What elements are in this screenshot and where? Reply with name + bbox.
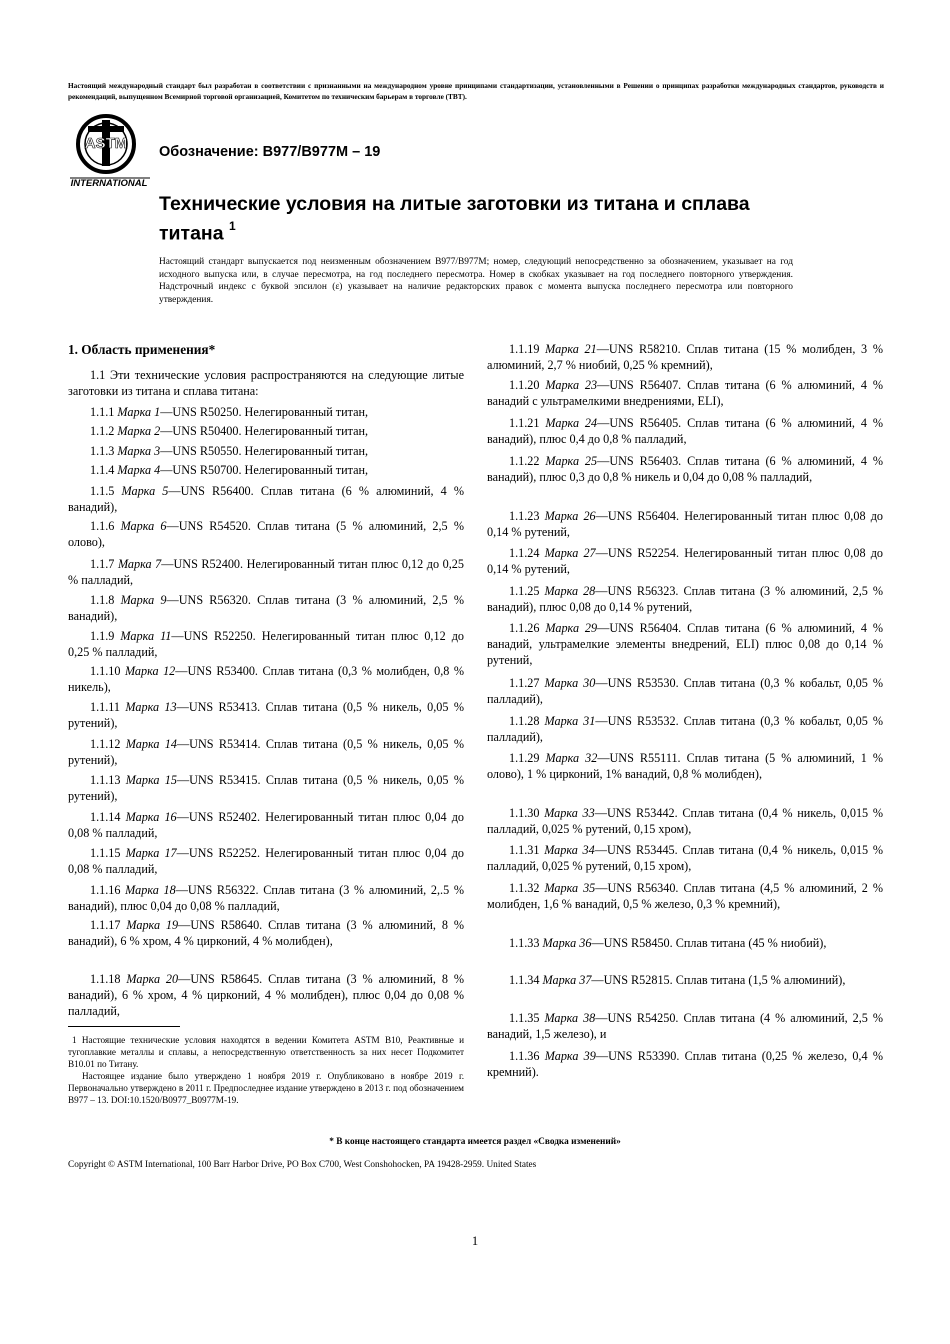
clause-text: —UNS R56404. Сплав титана (6 % алюминий, 4 % ванадий, ультрамелкие элементы внедрений, ELI) плюс 0,08 до 0,14 % рутений, (487, 621, 884, 667)
grade-name: Марка 11 (120, 629, 172, 643)
clause-text: —UNS R56340. Сплав титана (4,5 % алюминий, 2 % молибден, 1,6 % ванадий, 0,5 % железо, 0,3 % кремний), (487, 881, 883, 911)
clause-1-1-6 (68, 518, 464, 550)
grade-name: Марка 33 (544, 806, 595, 820)
clause-text: —UNS R58645. Сплав титана (3 % алюминий, 8 % ванадий), 6 % хром, 4 % цирконий, 4 % молибден), плюс 0,04 до 0,08 % палладий, (68, 972, 465, 1018)
clause-text: —UNS R53442. Сплав титана (0,4 % никель, 0,015 % палладий, 0,025 % рутений, 0,15 хром), (487, 806, 883, 836)
clause-number: 1.1.35 (509, 1011, 540, 1025)
clause-text: —UNS R52254. Нелегированный титан плюс 0,08 до 0,14 % рутений, (487, 546, 883, 576)
clause-1-1-2 (68, 423, 464, 439)
grade-name: Марка 35 (544, 881, 596, 895)
clause-number: 1.1.23 (509, 509, 540, 523)
grade-name: Марка 17 (125, 846, 177, 860)
section-heading: 1. Область применения* (68, 342, 216, 357)
clause-1-1-33 (487, 935, 883, 951)
clause-number: 1.1.29 (509, 751, 540, 765)
grade-name: Марка 9 (120, 593, 167, 607)
clause-1-1-11 (68, 699, 464, 731)
clause-number: 1.1.3 (90, 444, 115, 458)
clause-text: —UNS R56403. Сплав титана (6 % алюминий, 4 % ванадий), плюс 0,3 до 0,8 % никель и 0,04 до 0,08 % палладий, (487, 454, 884, 484)
clause-number: 1.1.8 (90, 593, 115, 607)
clause-number: 1.1.11 (90, 700, 121, 714)
clause-text: —UNS R55111. Сплав титана (5 % алюминий, 1 % олово), 1 % цирконий, 1% ванадий, 0,8 % молибден), (487, 751, 884, 781)
grade-name: Марка 31 (544, 714, 596, 728)
clause-1-1-26 (487, 620, 883, 668)
clause-text: —UNS R58210. Сплав титана (15 % молибден, 3 % алюминий, 2,7 % ниобий, 0,25 % кремний), (487, 342, 884, 372)
clause-number: 1.1.25 (509, 584, 540, 598)
clause-number: 1.1.17 (90, 918, 121, 932)
designation: Обозначение: B977/B977M – 19 (159, 144, 381, 160)
clause-number: 1.1.15 (90, 846, 121, 860)
clause-text: —UNS R53415. Сплав титана (0,5 % никель, 0,05 % рутений), (68, 773, 464, 803)
clause-text: —UNS R50700. Нелегированный титан, (160, 463, 369, 477)
clause-text: —UNS R56320. Сплав титана (3 % алюминий, 2,5 % ванадий), (68, 593, 464, 623)
summary-note: * В конце настоящего стандарта имеется раздел «Сводка изменений» (329, 1137, 621, 1147)
clause-text: —UNS R52250. Нелегированный титан плюс 0,12 до 0,25 % палладий, (68, 629, 464, 659)
clause-1-1-17 (68, 917, 464, 949)
clause-1-1 (68, 367, 464, 399)
clause-text: —UNS R56322. Сплав титана (3 % алюминий, 2,.5 % ванадий), плюс 0,04 до 0,08 % палладий, (68, 883, 465, 913)
clause-number: 1.1.10 (90, 664, 121, 678)
copyright: Copyright © ASTM International, 100 Barr Harbor Drive, PO Box C700, West Conshohocken, PA 19428-2959. United States (68, 1160, 537, 1170)
clause-number: 1.1.4 (90, 463, 115, 477)
clause-text: —UNS R54250. Сплав титана (4 % алюминий, 2,5 % ванадий, 1,5 железо), и (487, 1011, 883, 1041)
clause-number: 1.1.27 (509, 676, 540, 690)
grade-name: Марка 29 (545, 621, 598, 635)
grade-name: Марка 26 (544, 509, 596, 523)
clause-text: —UNS R52815. Сплав титана (1,5 % алюминий), (591, 973, 846, 987)
clause-1-1-36 (487, 1048, 883, 1080)
clause-number: 1.1.14 (90, 810, 121, 824)
clause-number: 1.1.28 (509, 714, 540, 728)
grade-name: Марка 38 (544, 1011, 596, 1025)
clause-text: —UNS R50250. Нелегированный титан, (160, 405, 369, 419)
grade-name: Марка 39 (544, 1049, 596, 1063)
grade-name: Марка 18 (125, 883, 176, 897)
clause-1-1-35 (487, 1010, 883, 1042)
grade-name: Марка 1 (117, 405, 161, 419)
clause-text: —UNS R52400. Нелегированный титан плюс 0,12 до 0,25 % палладий, (68, 557, 464, 587)
clause-number: 1.1.32 (509, 881, 540, 895)
clause-text: —UNS R53445. Сплав титана (0,4 % никель, 0,015 % палладий, 0,025 % рутений, 0,15 хром), (487, 843, 883, 873)
clause-text: —UNS R50550. Нелегированный титан, (160, 444, 369, 458)
clause-1-1-27 (487, 675, 883, 707)
clause-1-1-24 (487, 545, 883, 577)
grade-name: Марка 5 (121, 484, 169, 498)
title-footnote-marker: 1 (228, 219, 236, 233)
clause-text: —UNS R56400. Сплав титана (6 % алюминий, 4 % ванадий), (68, 484, 465, 514)
clause-1-1-21 (487, 415, 883, 447)
clause-text: —UNS R53530. Сплав титана (0,3 % кобальт, 0,05 % палладий), (487, 676, 883, 706)
clause-number: 1.1 (90, 368, 106, 382)
grade-name: Марка 13 (125, 700, 177, 714)
clause-number: 1.1.12 (90, 737, 121, 751)
clause-1-1-3 (68, 443, 464, 459)
grade-name: Марка 36 (542, 936, 592, 950)
clause-number: 1.1.19 (509, 342, 540, 356)
clause-number: 1.1.33 (509, 936, 540, 950)
clause-1-1-28 (487, 713, 883, 745)
clause-number: 1.1.2 (90, 424, 115, 438)
grade-name: Марка 27 (544, 546, 596, 560)
clause-text: —UNS R53414. Сплав титана (0,5 % никель, 0,05 % рутений), (68, 737, 464, 767)
clause-1-1-30 (487, 805, 883, 837)
clause-number: 1.1.31 (509, 843, 540, 857)
document-title (159, 192, 799, 246)
clause-number: 1.1.24 (509, 546, 540, 560)
astm-logo (66, 112, 152, 190)
clause-1-1-13 (68, 772, 464, 804)
grade-name: Марка 4 (117, 463, 161, 477)
clause-text: —UNS R58640. Сплав титана (3 % алюминий, 8 % ванадий), 6 % хром, 4 % цирконий, 4 % молибден), (68, 918, 465, 948)
grade-name: Марка 30 (544, 676, 596, 690)
intro-paragraph: Настоящий стандарт выпускается под неизменным обозначением B977/B977M; номер, следующий непосредственно за обозначением, указывает на год исходного выпуска или, в случае пересмотра, на год последнего пересмотра. Номер в скобках указывает на год последнего повторного утверждения. Надстрочный индекс с буквой эпсилон (ε) указывает на наличие редакторских правок с момента выпуска последнего пересмотра или повторного утверждения. (159, 257, 793, 305)
clause-1-1-10 (68, 663, 464, 695)
clause-text: —UNS R50400. Нелегированный титан, (160, 424, 369, 438)
grade-name: Марка 3 (117, 444, 161, 458)
clause-1-1-23 (487, 508, 883, 540)
clause-number: 1.1.13 (90, 773, 121, 787)
clause-text: —UNS R53532. Сплав титана (0,3 % кобальт, 0,05 % палладий), (487, 714, 883, 744)
clause-1-1-5 (68, 483, 464, 515)
clause-1-1-1 (68, 404, 464, 420)
page-number: 1 (471, 1234, 479, 1248)
header-notice: Настоящий международный стандарт был разработан в соответствии с признанными на международном уровне принципами стандартизации, установленными в Решении о принципах разработки международных стандартов, руководств и рекомендаций, выпущенном Всемирной торговой организацией, Комитетом по техническим барьерам в торговле (ТВТ). (68, 81, 884, 101)
clause-1-1-34 (487, 972, 883, 988)
clause-text: —UNS R56323. Сплав титана (3 % алюминий, 2,5 % ванадий), плюс 0,08 до 0,14 % рутений, (487, 584, 883, 614)
grade-name: Марка 28 (544, 584, 596, 598)
clause-text: Эти технические условия распространяются на следующие литые заготовки из титана и сплава титана: (68, 368, 464, 398)
clause-number: 1.1.30 (509, 806, 540, 820)
clause-1-1-12 (68, 736, 464, 768)
grade-name: Марка 6 (120, 519, 167, 533)
clause-number: 1.1.5 (90, 484, 115, 498)
clause-number: 1.1.9 (90, 629, 115, 643)
grade-name: Марка 12 (124, 664, 176, 678)
grade-name: Марка 20 (126, 972, 179, 986)
grade-name: Марка 25 (545, 454, 598, 468)
clause-1-1-14 (68, 809, 464, 841)
svg-text:ASTM: ASTM (84, 135, 128, 152)
grade-name: Марка 23 (545, 378, 598, 392)
clause-number: 1.1.20 (509, 378, 540, 392)
clause-1-1-8 (68, 592, 464, 624)
clause-1-1-4 (68, 462, 464, 478)
grade-name: Марка 34 (544, 843, 595, 857)
clause-1-1-20 (487, 377, 883, 409)
title-text: Технические условия на литые заготовки из титана и сплава титана (159, 193, 750, 245)
clause-text: —UNS R56404. Нелегированный титан плюс 0,08 до 0,14 % рутений, (487, 509, 883, 539)
grade-name: Марка 14 (125, 737, 177, 751)
footnotes (68, 1034, 464, 1106)
clause-1-1-32 (487, 880, 883, 912)
clause-number: 1.1.22 (509, 454, 540, 468)
grade-name: Марка 37 (542, 973, 592, 987)
clause-number: 1.1.36 (509, 1049, 540, 1063)
clause-1-1-25 (487, 583, 883, 615)
clause-1-1-19 (487, 341, 883, 373)
astm-logo-icon (66, 112, 152, 190)
clause-number: 1.1.1 (90, 405, 115, 419)
grade-name: Марка 15 (125, 773, 177, 787)
clause-text: —UNS R52402. Нелегированный титан плюс 0,04 до 0,08 % палладий, (68, 810, 464, 840)
grade-name: Марка 2 (117, 424, 161, 438)
clause-text: —UNS R58450. Сплав титана (45 % ниобий), (591, 936, 827, 950)
clause-text: —UNS R53390. Сплав титана (0,25 % железо, 0,4 % кремний). (487, 1049, 883, 1079)
grade-name: Марка 19 (126, 918, 179, 932)
clause-1-1-16 (68, 882, 464, 914)
clause-number: 1.1.21 (509, 416, 540, 430)
clause-text: —UNS R53400. Сплав титана (0,3 % молибден, 0,8 % никель), (68, 664, 465, 694)
clause-number: 1.1.26 (509, 621, 540, 635)
clause-1-1-22 (487, 453, 883, 485)
clause-1-1-7 (68, 556, 464, 588)
clause-1-1-9 (68, 628, 464, 660)
grade-name: Марка 24 (545, 416, 598, 430)
clause-1-1-15 (68, 845, 464, 877)
grade-name: Марка 7 (117, 557, 162, 571)
clause-number: 1.1.7 (90, 557, 115, 571)
clause-text: —UNS R54520. Сплав титана (5 % алюминий, 2,5 % олово), (68, 519, 464, 549)
clause-text: —UNS R53413. Сплав титана (0,5 % никель, 0,05 % рутений), (68, 700, 464, 730)
clause-number: 1.1.18 (90, 972, 121, 986)
grade-name: Марка 21 (545, 342, 597, 356)
clause-1-1-29 (487, 750, 883, 782)
clause-number: 1.1.16 (90, 883, 121, 897)
clause-1-1-31 (487, 842, 883, 874)
grade-name: Марка 16 (125, 810, 177, 824)
clause-1-1-18 (68, 971, 464, 1019)
clause-text: —UNS R56405. Сплав титана (6 % алюминий, 4 % ванадий), плюс 0,4 до 0,8 % палладий, (487, 416, 884, 446)
svg-text:INTERNATIONAL: INTERNATIONAL (70, 178, 148, 189)
footnote-2: Настоящее издание было утверждено 1 ноября 2019 г. Опубликовано в ноябре 2019 г. Первоначально утверждено в 2011 г. Предпоследнее издание утверждено в 2013 г. под обозначением B977 – 13. DOI:10.1520/B0977_B0977M-19. (68, 1071, 464, 1105)
clause-text: —UNS R56407. Сплав титана (6 % алюминий, 4 % ванадий с ультрамелкими внедрениями, ELI), (487, 378, 884, 408)
footnote-rule (68, 1026, 180, 1027)
grade-name: Марка 32 (545, 751, 598, 765)
clause-number: 1.1.6 (90, 519, 115, 533)
clause-number: 1.1.34 (509, 973, 540, 987)
clause-text: —UNS R52252. Нелегированный титан плюс 0,04 до 0,08 % палладий, (68, 846, 464, 876)
footnote-1: 1 Настоящие технические условия находятся в ведении Комитета ASTM B10, Реактивные и тугоплавкие металлы и сплавы, а непосредственную ответственность за них несет Подкомитет B10.01 по Титану. (68, 1035, 464, 1069)
